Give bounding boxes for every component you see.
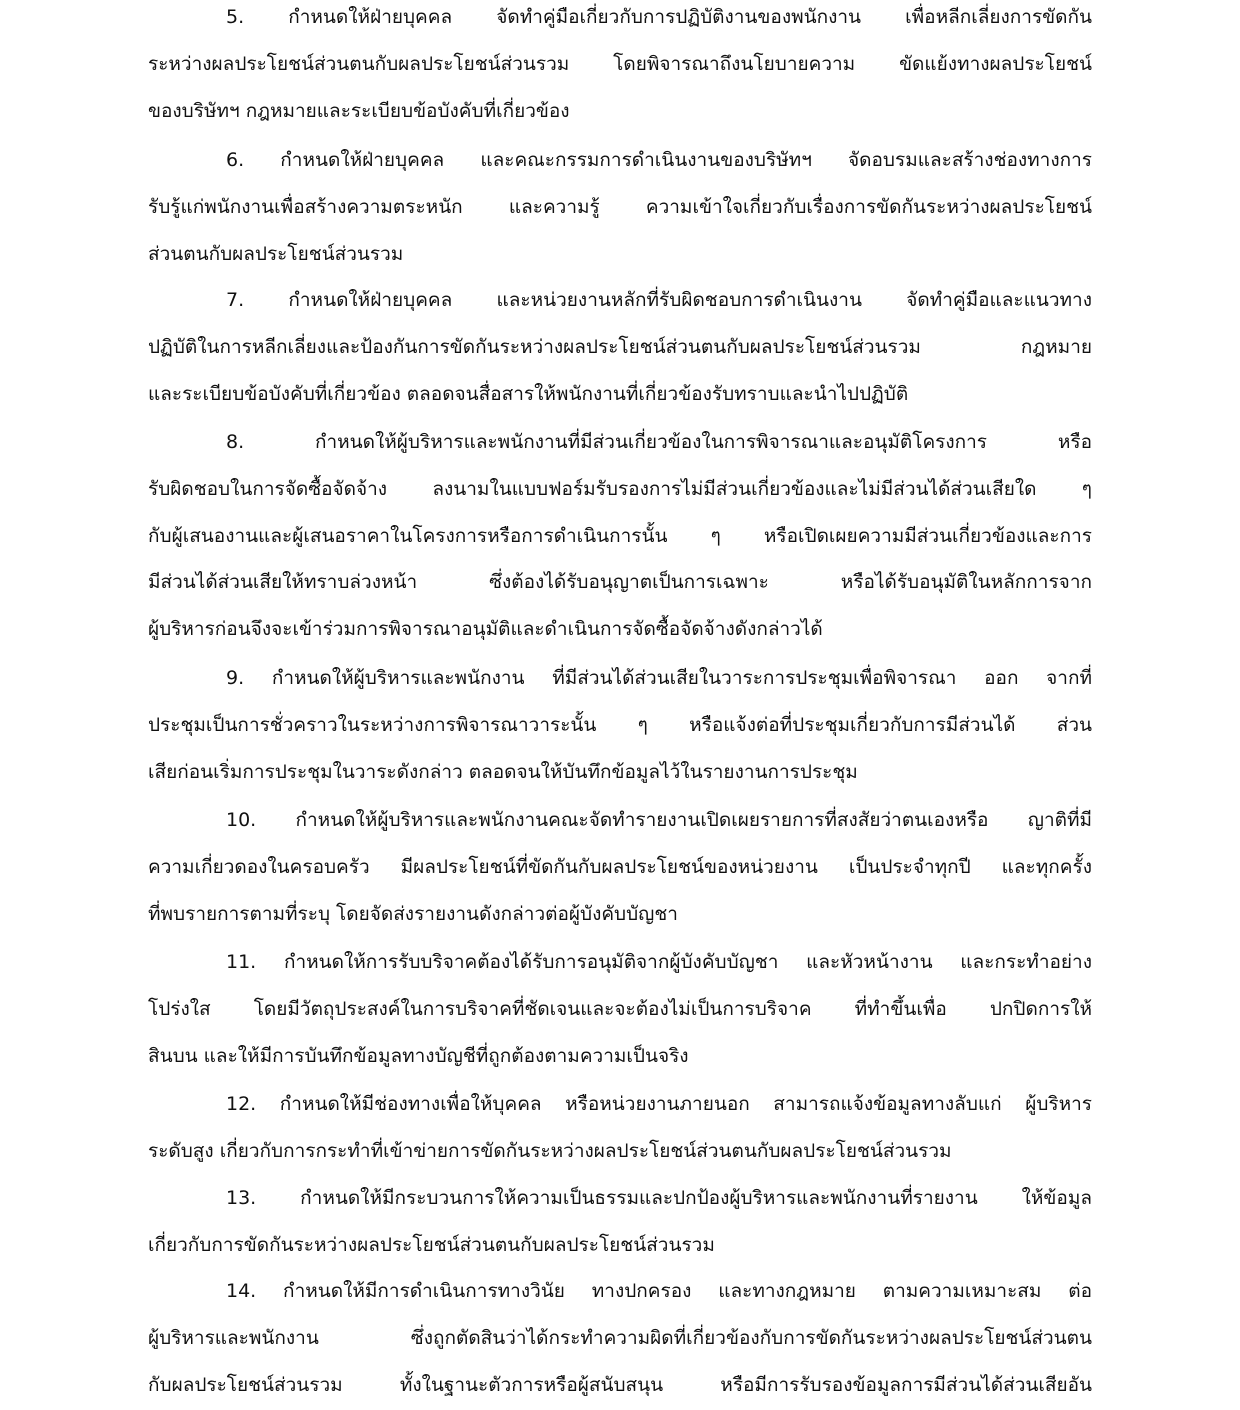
- clause-line: 14. กำหนดให้มีการดำเนินการทางวินัย ทางปกครอง และทางกฎหมาย ตามความเหมาะสม ต่อ: [226, 1280, 1092, 1302]
- clause-13: [148, 1175, 1092, 1269]
- clause-line: และระเบียบข้อบังคับที่เกี่ยวข้อง ตลอดจนสื่อสารให้พนักงานที่เกี่ยวข้องรับทราบและนำไปปฏิบัติ: [148, 382, 909, 405]
- clause-line: 13. กำหนดให้มีกระบวนการให้ความเป็นธรรมและปกป้องผู้บริหารและพนักงานที่รายงาน ให้ข้อมูล: [226, 1187, 1092, 1209]
- clause-11: [148, 939, 1092, 1079]
- clause-line: ปฏิบัติในการหลีกเลี่ยงและป้องกันการขัดกันระหว่างผลประโยชน์ส่วนตนกับผลประโยชน์ส่วนรวม กฎหมาย: [148, 335, 1092, 358]
- clause-line: ระหว่างผลประโยชน์ส่วนตนกับผลประโยชน์ส่วนรวม โดยพิจารณาถึงนโยบายความ ขัดแย้งทางผลประโยชน์: [148, 52, 1092, 75]
- clause-8: [148, 419, 1092, 653]
- clause-9: [148, 655, 1092, 795]
- clause-line: กับผู้เสนองานและผู้เสนอราคาในโครงการหรือการดำเนินการนั้น ๆ หรือเปิดเผยความมีส่วนเกี่ยวข้องและการ: [148, 524, 1092, 547]
- clause-line: ส่วนตนกับผลประโยชน์ส่วนรวม: [148, 242, 404, 265]
- clause-line: 12. กำหนดให้มีช่องทางเพื่อให้บุคคล หรือหน่วยงานภายนอก สามารถแจ้งข้อมูลทางลับแก่ ผู้บริหาร: [226, 1093, 1092, 1115]
- clause-line: ที่พบรายการตามที่ระบุ โดยจัดส่งรายงานดังกล่าวต่อผู้บังคับบัญชา: [148, 902, 678, 925]
- clause-line: รับผิดชอบในการจัดซื้อจัดจ้าง ลงนามในแบบฟอร์มรับรองการไม่มีส่วนเกี่ยวข้องและไม่มีส่วนได้ส่วนเสียใด ๆ: [148, 477, 1092, 500]
- clause-14: [148, 1268, 1092, 1408]
- clause-line: 8. กำหนดให้ผู้บริหารและพนักงานที่มีส่วนเกี่ยวข้องในการพิจารณาและอนุมัติโครงการ หรือ: [226, 431, 1092, 453]
- clause-line: ประชุมเป็นการชั่วคราวในระหว่างการพิจารณาวาระนั้น ๆ หรือแจ้งต่อที่ประชุมเกี่ยวกับการมีส่วนได้ ส่วน: [148, 713, 1092, 736]
- clause-line: 6. กำหนดให้ฝ่ายบุคคล และคณะกรรมการดำเนินงานของบริษัทฯ จัดอบรมและสร้างช่องทางการ: [226, 149, 1092, 171]
- clause-line: ผู้บริหารก่อนจึงจะเข้าร่วมการพิจารณาอนุมัติและดำเนินการจัดซื้อจัดจ้างดังกล่าวได้: [148, 618, 823, 641]
- clause-12: [148, 1081, 1092, 1175]
- clause-line: โปร่งใส โดยมีวัตถุประสงค์ในการบริจาคที่ชัดเจนและจะต้องไม่เป็นการบริจาค ที่ทำขึ้นเพื่อ ปกปิดการให้: [148, 997, 1092, 1020]
- clause-7: [148, 277, 1092, 417]
- clause-line: สินบน และให้มีการบันทึกข้อมูลทางบัญชีที่ถูกต้องตามความเป็นจริง: [148, 1044, 689, 1067]
- clause-line: ของบริษัทฯ กฎหมายและระเบียบข้อบังคับที่เกี่ยวข้อง: [148, 99, 570, 122]
- clause-line: รับรู้แก่พนักงานเพื่อสร้างความตระหนัก และความรู้ ความเข้าใจเกี่ยวกับเรื่องการขัดกันระหว่างผลประโยชน์: [148, 195, 1092, 218]
- clause-line: เกี่ยวกับการขัดกันระหว่างผลประโยชน์ส่วนตนกับผลประโยชน์ส่วนรวม: [148, 1233, 715, 1256]
- clause-line: 5. กำหนดให้ฝ่ายบุคคล จัดทำคู่มือเกี่ยวกับการปฏิบัติงานของพนักงาน เพื่อหลีกเลี่ยงการขัดกัน: [226, 6, 1092, 28]
- clause-line: 11. กำหนดให้การรับบริจาคต้องได้รับการอนุมัติจากผู้บังคับบัญชา และหัวหน้างาน และกระทำอย่าง: [226, 951, 1092, 973]
- clause-line: กับผลประโยชน์ส่วนรวม ทั้งในฐานะตัวการหรือผู้สนับสนุน หรือมีการรับรองข้อมูลการมีส่วนได้ส่วนเสียอัน: [148, 1373, 1092, 1396]
- clause-line: 7. กำหนดให้ฝ่ายบุคคล และหน่วยงานหลักที่รับผิดชอบการดำเนินงาน จัดทำคู่มือและแนวทาง: [226, 289, 1092, 311]
- clause-line: ผู้บริหารและพนักงาน ซึ่งถูกตัดสินว่าได้กระทำความผิดที่เกี่ยวข้องกับการขัดกันระหว่างผลประโยชน์ส่วนตน: [148, 1326, 1092, 1349]
- clause-line: 9. กำหนดให้ผู้บริหารและพนักงาน ที่มีส่วนได้ส่วนเสียในวาระการประชุมเพื่อพิจารณา ออก จากที่: [226, 667, 1092, 689]
- clause-line: มีส่วนได้ส่วนเสียให้ทราบล่วงหน้า ซึ่งต้องได้รับอนุญาตเป็นการเฉพาะ หรือได้รับอนุมัติในหลักการจาก: [148, 571, 1092, 594]
- clause-line: 10. กำหนดให้ผู้บริหารและพนักงานคณะจัดทำรายงานเปิดเผยรายการที่สงสัยว่าตนเองหรือ ญาติที่มี: [226, 809, 1092, 831]
- clause-10: [148, 797, 1092, 937]
- clause-5: [148, 0, 1092, 134]
- clause-line: เสียก่อนเริ่มการประชุมในวาระดังกล่าว ตลอดจนให้บันทึกข้อมูลไว้ในรายงานการประชุม: [148, 760, 858, 783]
- clause-line: ความเกี่ยวดองในครอบครัว มีผลประโยชน์ที่ขัดกันกับผลประโยชน์ของหน่วยงาน เป็นประจำทุกปี และทุกครั้ง: [148, 855, 1092, 878]
- clause-6: [148, 137, 1092, 277]
- clause-line: ระดับสูง เกี่ยวกับการกระทำที่เข้าข่ายการขัดกันระหว่างผลประโยชน์ส่วนตนกับผลประโยชน์ส่วนรวม: [148, 1139, 952, 1162]
